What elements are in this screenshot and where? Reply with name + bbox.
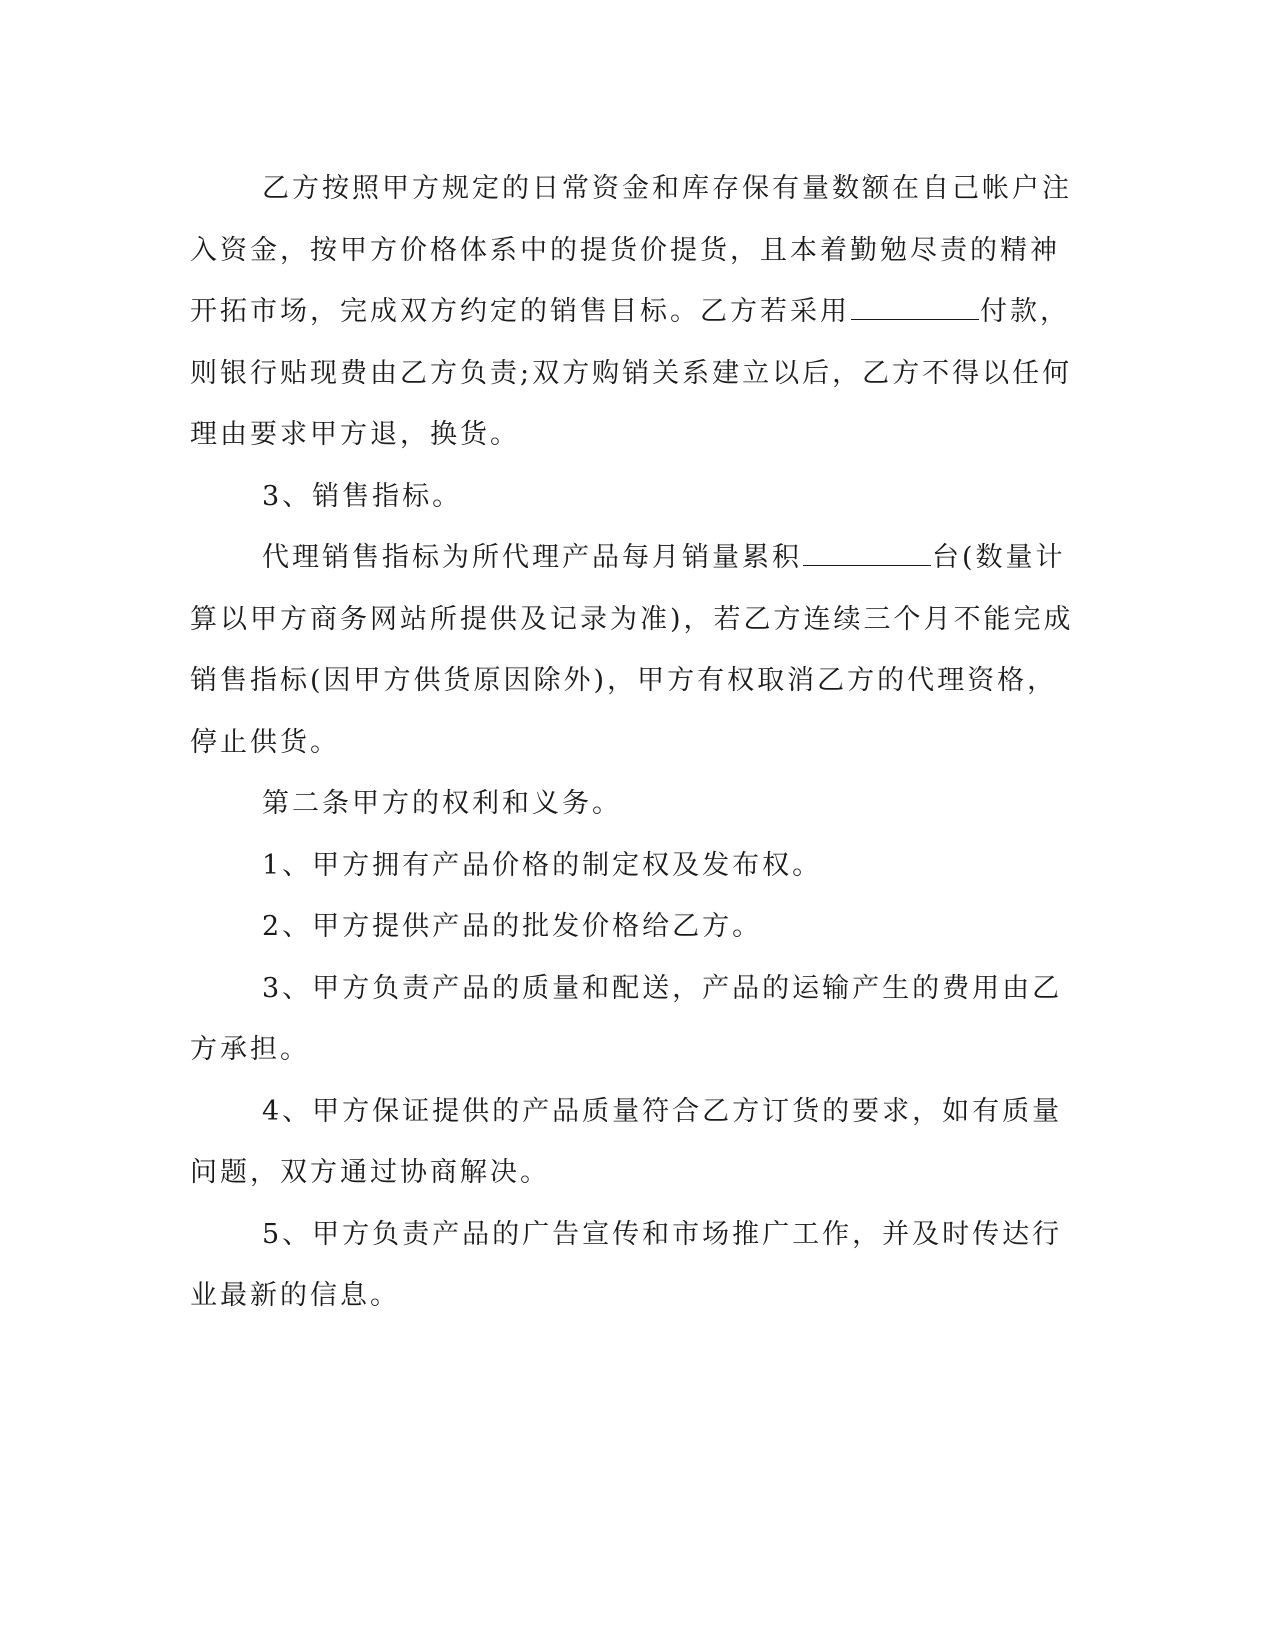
- document-body: [190, 158, 1080, 1327]
- clause-item-2: [190, 896, 1080, 958]
- paragraph-text: 4、甲方保证提供的产品质量符合乙方订货的要求，如有质量问题，双方通过协商解决。: [190, 1095, 1063, 1188]
- section-heading-sales-target: [190, 466, 1080, 528]
- paragraph-text: 乙方按照甲方规定的日常资金和库存保有量数额在自己帐户注入资金，按甲方价格体系中的提货价提货，且本着勤勉尽责的精神开拓市场，完成双方约定的销售目标。乙方若采用: [190, 173, 1072, 327]
- fill-in-blank-monthly-quantity[interactable]: [803, 539, 931, 566]
- fill-in-blank-payment-method[interactable]: [851, 293, 979, 320]
- paragraph-text: 3、销售指标。: [262, 480, 463, 512]
- paragraph-text: 付款，则银行贴现费由乙方负责;双方购销关系建立以后，乙方不得以任何理由要求甲方退，换货。: [190, 296, 1073, 450]
- clause-item-1: [190, 835, 1080, 897]
- paragraph-text: 台(数量计算以甲方商务网站所提供及记录为准)，若乙方连续三个月不能完成销售指标(因甲方供货原因除外)，甲方有权取消乙方的代理资格，停止供货。: [190, 542, 1074, 758]
- paragraph-text: 代理销售指标为所代理产品每月销量累积: [262, 542, 802, 573]
- paragraph-text: 3、甲方负责产品的质量和配送，产品的运输产生的费用由乙方承担。: [190, 972, 1063, 1065]
- paragraph-payment-terms: [190, 158, 1080, 466]
- paragraph-text: 1、甲方拥有产品价格的制定权及发布权。: [262, 849, 823, 881]
- paragraph-text: 第二条甲方的权利和义务。: [262, 788, 622, 819]
- clause-item-5: [190, 1204, 1080, 1327]
- paragraph-text: 2、甲方提供产品的批发价格给乙方。: [262, 911, 763, 942]
- clause-item-4: [190, 1081, 1080, 1204]
- article-heading-party-a-rights: [190, 773, 1080, 835]
- paragraph-text: 5、甲方负责产品的广告宣传和市场推广工作，并及时传达行业最新的信息。: [190, 1218, 1063, 1311]
- clause-item-3: [190, 958, 1080, 1081]
- paragraph-sales-target: [190, 527, 1080, 773]
